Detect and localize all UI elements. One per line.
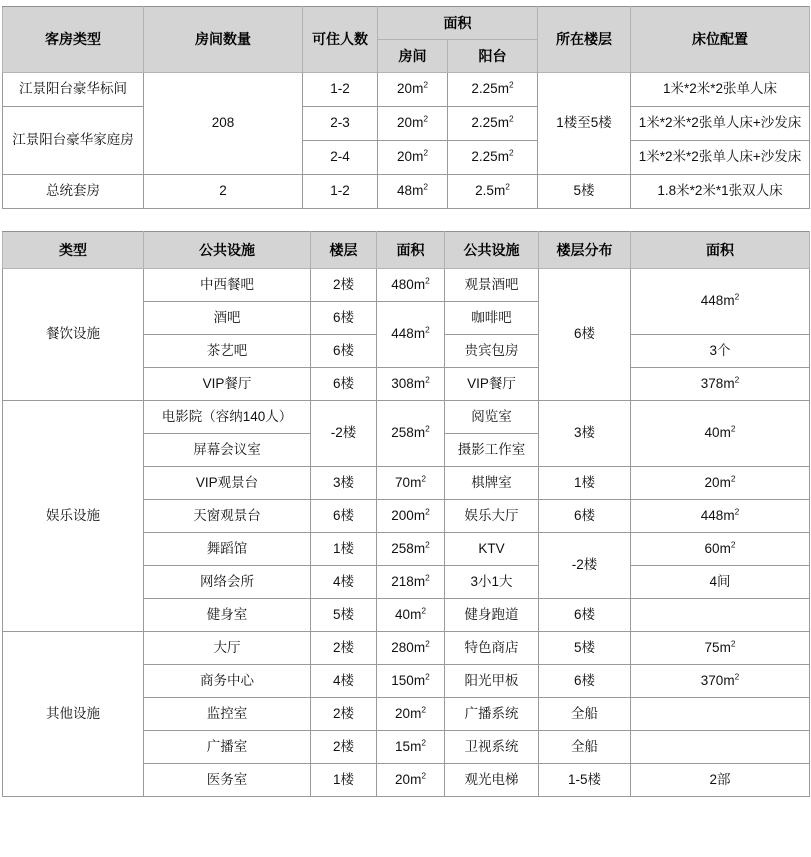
cell-facility-b: 阅览室 — [445, 401, 539, 434]
col-header-floor-b: 楼层分布 — [539, 232, 631, 269]
cell-facility-b: 卫视系统 — [445, 731, 539, 764]
table-row — [3, 175, 810, 209]
cell-area-b: $60m^2$ — [631, 533, 810, 566]
cell-facility-a: 中西餐吧 — [144, 269, 311, 302]
cell-facility-a: 广播室 — [144, 731, 311, 764]
cell-area-a: $70m^2$ — [377, 467, 445, 500]
col-header-area-group: 面积 — [378, 7, 538, 40]
cell-floor-a: 6楼 — [311, 368, 377, 401]
cell-capacity: 1-2 — [303, 73, 378, 107]
cell-facility-b: 健身跑道 — [445, 599, 539, 632]
cell-facility-b: 3小1大 — [445, 566, 539, 599]
cell-bed-config: 1米*2米*2张单人床+沙发床 — [631, 107, 810, 141]
cell-area-room: $20m^2$ — [378, 107, 448, 141]
cell-floor-a: 6楼 — [311, 500, 377, 533]
cell-facility-b: 观光电梯 — [445, 764, 539, 797]
cell-floor-b: 1楼 — [539, 467, 631, 500]
cell-area-a: $448m^2$ — [377, 302, 445, 368]
cell-area-b: $370m^2$ — [631, 665, 810, 698]
cell-floor-b: 6楼 — [539, 500, 631, 533]
cell-area-balcony: $2.5m^2$ — [448, 175, 538, 209]
cell-category: 其他设施 — [3, 632, 144, 797]
room-table-body — [3, 73, 810, 209]
col-header-area-a: 面积 — [377, 232, 445, 269]
cell-facility-a: 网络会所 — [144, 566, 311, 599]
cell-area-b: 2部 — [631, 764, 810, 797]
cell-facility-b: 广播系统 — [445, 698, 539, 731]
cell-floor-b: 6楼 — [539, 599, 631, 632]
cell-bed-config: 1米*2米*2张单人床+沙发床 — [631, 141, 810, 175]
col-header-facility-b: 公共设施 — [445, 232, 539, 269]
header-row — [3, 232, 810, 269]
cell-facility-a: 舞蹈馆 — [144, 533, 311, 566]
cell-floor-b: 5楼 — [539, 632, 631, 665]
cell-floor-b: 6楼 — [539, 665, 631, 698]
col-header-floor-a: 楼层 — [311, 232, 377, 269]
cell-room-type: 总统套房 — [3, 175, 144, 209]
cell-facility-a: 天窗观景台 — [144, 500, 311, 533]
cell-facility-b: 摄影工作室 — [445, 434, 539, 467]
cell-floor-b: 全船 — [539, 731, 631, 764]
cell-floor-a: 6楼 — [311, 335, 377, 368]
cell-floor-a: 2楼 — [311, 731, 377, 764]
table-separator — [2, 209, 809, 231]
col-header-capacity: 可住人数 — [303, 7, 378, 73]
cell-area-b: $448m^2$ — [631, 269, 810, 335]
cell-floor-b: 全船 — [539, 698, 631, 731]
cell-category: 娱乐设施 — [3, 401, 144, 632]
col-header-area-b: 面积 — [631, 232, 810, 269]
col-header-area-balcony: 阳台 — [448, 40, 538, 73]
cell-floor-a: 2楼 — [311, 698, 377, 731]
cell-facility-b: 贵宾包房 — [445, 335, 539, 368]
cell-area-b: $378m^2$ — [631, 368, 810, 401]
cell-floor-b: 6楼 — [539, 269, 631, 401]
cell-area-a: $20m^2$ — [377, 764, 445, 797]
cell-area-a: $258m^2$ — [377, 401, 445, 467]
cell-floor-a: 6楼 — [311, 302, 377, 335]
cell-capacity: 2-4 — [303, 141, 378, 175]
cell-area-a: $200m^2$ — [377, 500, 445, 533]
cell-facility-a: 健身室 — [144, 599, 311, 632]
cell-area-a: $218m^2$ — [377, 566, 445, 599]
cell-floor-b: 3楼 — [539, 401, 631, 467]
col-header-area-room: 房间 — [378, 40, 448, 73]
cell-area-room: $20m^2$ — [378, 73, 448, 107]
col-header-room-type: 客房类型 — [3, 7, 144, 73]
cell-room-count: 208 — [144, 73, 303, 175]
cell-room-count: 2 — [144, 175, 303, 209]
cell-area-b — [631, 731, 810, 764]
col-header-floor: 所在楼层 — [538, 7, 631, 73]
cell-area-a: $40m^2$ — [377, 599, 445, 632]
cell-area-room: $20m^2$ — [378, 141, 448, 175]
table-row — [3, 401, 810, 434]
cell-facility-b: 特色商店 — [445, 632, 539, 665]
cell-area-b: 3个 — [631, 335, 810, 368]
cell-facility-b: 娱乐大厅 — [445, 500, 539, 533]
public-facility-table — [2, 231, 810, 797]
cell-facility-a: VIP观景台 — [144, 467, 311, 500]
cell-area-a: $480m^2$ — [377, 269, 445, 302]
cell-facility-a: VIP餐厅 — [144, 368, 311, 401]
cell-area-b: $75m^2$ — [631, 632, 810, 665]
cell-area-b: 4间 — [631, 566, 810, 599]
cell-floor-a: 4楼 — [311, 665, 377, 698]
cell-room-type: 江景阳台豪华标间 — [3, 73, 144, 107]
cell-facility-b: 阳光甲板 — [445, 665, 539, 698]
cell-facility-a: 茶艺吧 — [144, 335, 311, 368]
cell-facility-b: KTV — [445, 533, 539, 566]
cell-facility-a: 商务中心 — [144, 665, 311, 698]
cell-floor-a: 2楼 — [311, 269, 377, 302]
cell-area-balcony: $2.25m^2$ — [448, 141, 538, 175]
col-header-bed: 床位配置 — [631, 7, 810, 73]
cell-floor: 1楼至5楼 — [538, 73, 631, 175]
cell-facility-a: 屏幕会议室 — [144, 434, 311, 467]
col-header-room-count: 房间数量 — [144, 7, 303, 73]
cell-area-b: $40m^2$ — [631, 401, 810, 467]
cell-facility-b: 棋牌室 — [445, 467, 539, 500]
cell-area-balcony: $2.25m^2$ — [448, 73, 538, 107]
cell-area-b — [631, 698, 810, 731]
cell-area-b: $448m^2$ — [631, 500, 810, 533]
cell-floor-a: 2楼 — [311, 632, 377, 665]
cell-category: 餐饮设施 — [3, 269, 144, 401]
cell-facility-a: 大厅 — [144, 632, 311, 665]
table-row — [3, 107, 810, 141]
cell-area-a: $15m^2$ — [377, 731, 445, 764]
cell-facility-b: 咖啡吧 — [445, 302, 539, 335]
cell-floor-b: 1-5楼 — [539, 764, 631, 797]
cell-area-room: $48m^2$ — [378, 175, 448, 209]
cell-facility-a: 监控室 — [144, 698, 311, 731]
table-row — [3, 632, 810, 665]
cell-area-balcony: $2.25m^2$ — [448, 107, 538, 141]
facility-section-dining — [3, 269, 810, 401]
cell-area-a: $150m^2$ — [377, 665, 445, 698]
table-row — [3, 73, 810, 107]
cell-facility-a: 酒吧 — [144, 302, 311, 335]
facility-section-entertainment — [3, 401, 810, 632]
cell-capacity: 2-3 — [303, 107, 378, 141]
col-header-category: 类型 — [3, 232, 144, 269]
table-row — [3, 269, 810, 302]
facility-section-other — [3, 632, 810, 797]
facility-table-header — [3, 232, 810, 269]
cell-area-b: $20m^2$ — [631, 467, 810, 500]
header-row-top — [3, 7, 810, 40]
cell-floor-a: 3楼 — [311, 467, 377, 500]
cell-bed-config: 1米*2米*2张单人床 — [631, 73, 810, 107]
cell-area-a: $20m^2$ — [377, 698, 445, 731]
cell-floor-a: -2楼 — [311, 401, 377, 467]
cell-floor-a: 1楼 — [311, 764, 377, 797]
cell-area-a: $258m^2$ — [377, 533, 445, 566]
cell-facility-a: 电影院（容纳140人） — [144, 401, 311, 434]
cell-facility-b: 观景酒吧 — [445, 269, 539, 302]
col-header-facility-a: 公共设施 — [144, 232, 311, 269]
room-type-table — [2, 6, 810, 209]
cell-room-type: 江景阳台豪华家庭房 — [3, 107, 144, 175]
cell-floor-b: -2楼 — [539, 533, 631, 599]
cell-capacity: 1-2 — [303, 175, 378, 209]
cell-facility-a: 医务室 — [144, 764, 311, 797]
cell-floor-a: 1楼 — [311, 533, 377, 566]
cell-floor: 5楼 — [538, 175, 631, 209]
cell-area-b — [631, 599, 810, 632]
cell-floor-a: 4楼 — [311, 566, 377, 599]
cell-area-a: $308m^2$ — [377, 368, 445, 401]
cell-area-a: $280m^2$ — [377, 632, 445, 665]
cell-bed-config: 1.8米*2米*1张双人床 — [631, 175, 810, 209]
cell-floor-a: 5楼 — [311, 599, 377, 632]
cell-facility-b: VIP餐厅 — [445, 368, 539, 401]
room-table-header — [3, 7, 810, 73]
